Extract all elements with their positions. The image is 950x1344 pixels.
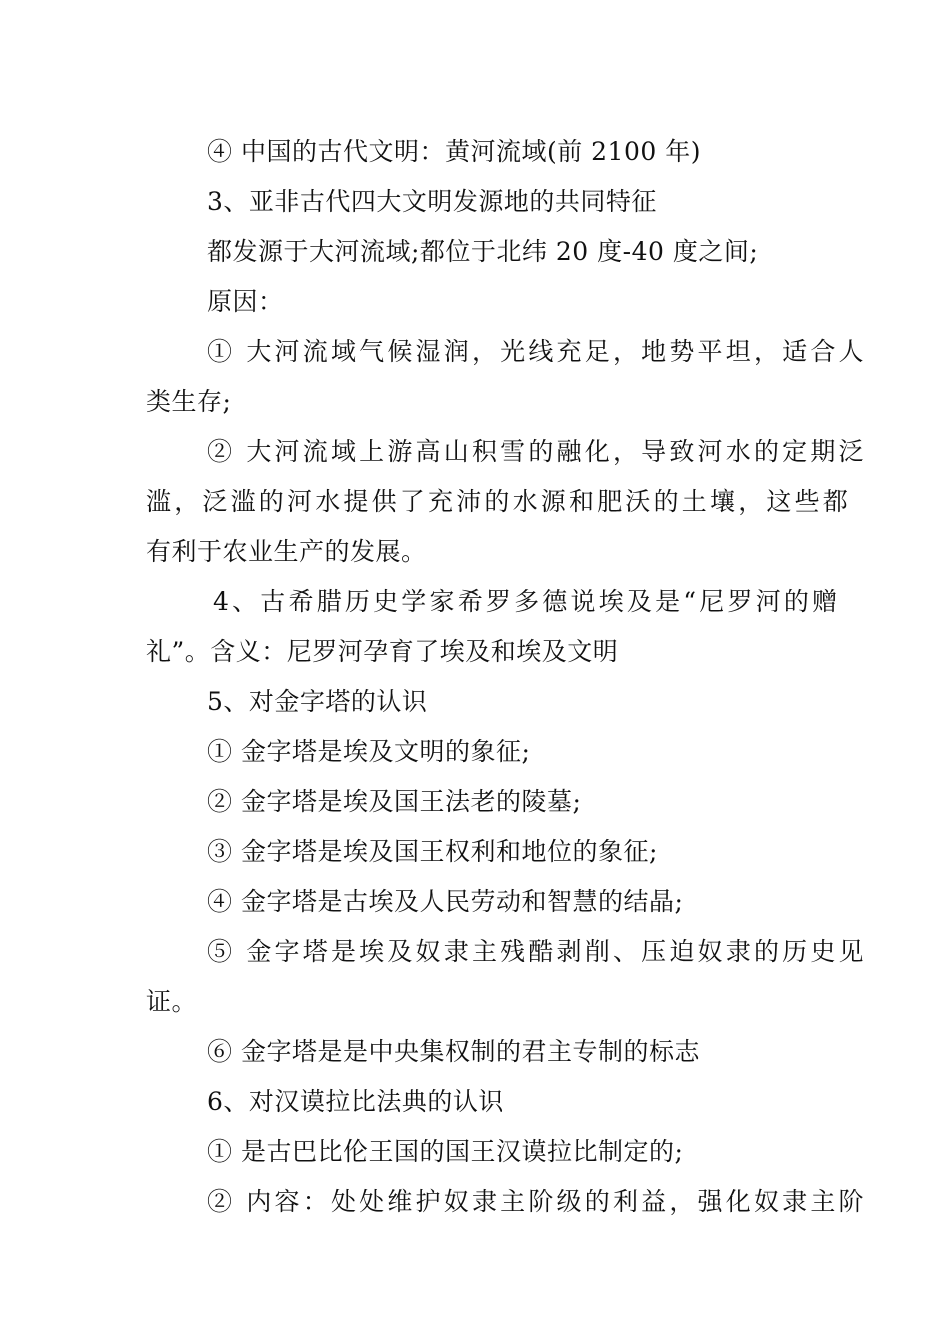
list-item-hammurabi-2: ② 内容：处处维护奴隶主阶级的利益，强化奴隶主阶 — [207, 1187, 867, 1216]
text-line-nile-meaning: 礼”。含义：尼罗河孕育了埃及和埃及文明 — [146, 637, 619, 666]
heading-herodotus: 4、古希腊历史学家希罗多德说埃及是“尼罗河的赠 — [213, 587, 841, 616]
text-line-ancient-china: ④ 中国的古代文明：黄河流域(前 2100 年) — [207, 137, 701, 166]
text-line-river-basins: 都发源于大河流域;都位于北纬 20 度-40 度之间; — [207, 237, 759, 266]
list-item-hammurabi-1: ① 是古巴比伦王国的国王汉谟拉比制定的; — [207, 1137, 684, 1166]
text-line-reason-1: ① 大河流域气候湿润，光线充足，地势平坦，适合人 — [207, 337, 867, 366]
list-item-pyramid-5: ⑤ 金字塔是埃及奴隶主残酷剥削、压迫奴隶的历史见 — [207, 937, 867, 966]
list-item-pyramid-1: ① 金字塔是埃及文明的象征; — [207, 737, 531, 766]
list-item-pyramid-5-cont: 证。 — [146, 987, 198, 1016]
text-line-reason-2-cont-1: 滥，泛滥的河水提供了充沛的水源和肥沃的土壤，这些都 — [146, 487, 852, 516]
list-item-pyramid-3: ③ 金字塔是埃及国王权利和地位的象征; — [207, 837, 658, 866]
text-line-reasons: 原因： — [207, 287, 284, 316]
list-item-pyramid-6: ⑥ 金字塔是是中央集权制的君主专制的标志 — [207, 1037, 700, 1066]
list-item-pyramid-4: ④ 金字塔是古埃及人民劳动和智慧的结晶; — [207, 887, 684, 916]
text-line-reason-2: ② 大河流域上游高山积雪的融化，导致河水的定期泛 — [207, 437, 867, 466]
heading-pyramids: 5、对金字塔的认识 — [207, 687, 428, 716]
list-item-pyramid-2: ② 金字塔是埃及国王法老的陵墓; — [207, 787, 582, 816]
heading-common-features: 3、亚非古代四大文明发源地的共同特征 — [207, 187, 657, 216]
text-line-reason-1-cont: 类生存; — [146, 387, 232, 416]
text-line-reason-2-cont-2: 有利于农业生产的发展。 — [146, 537, 427, 566]
heading-hammurabi: 6、对汉谟拉比法典的认识 — [207, 1087, 504, 1116]
